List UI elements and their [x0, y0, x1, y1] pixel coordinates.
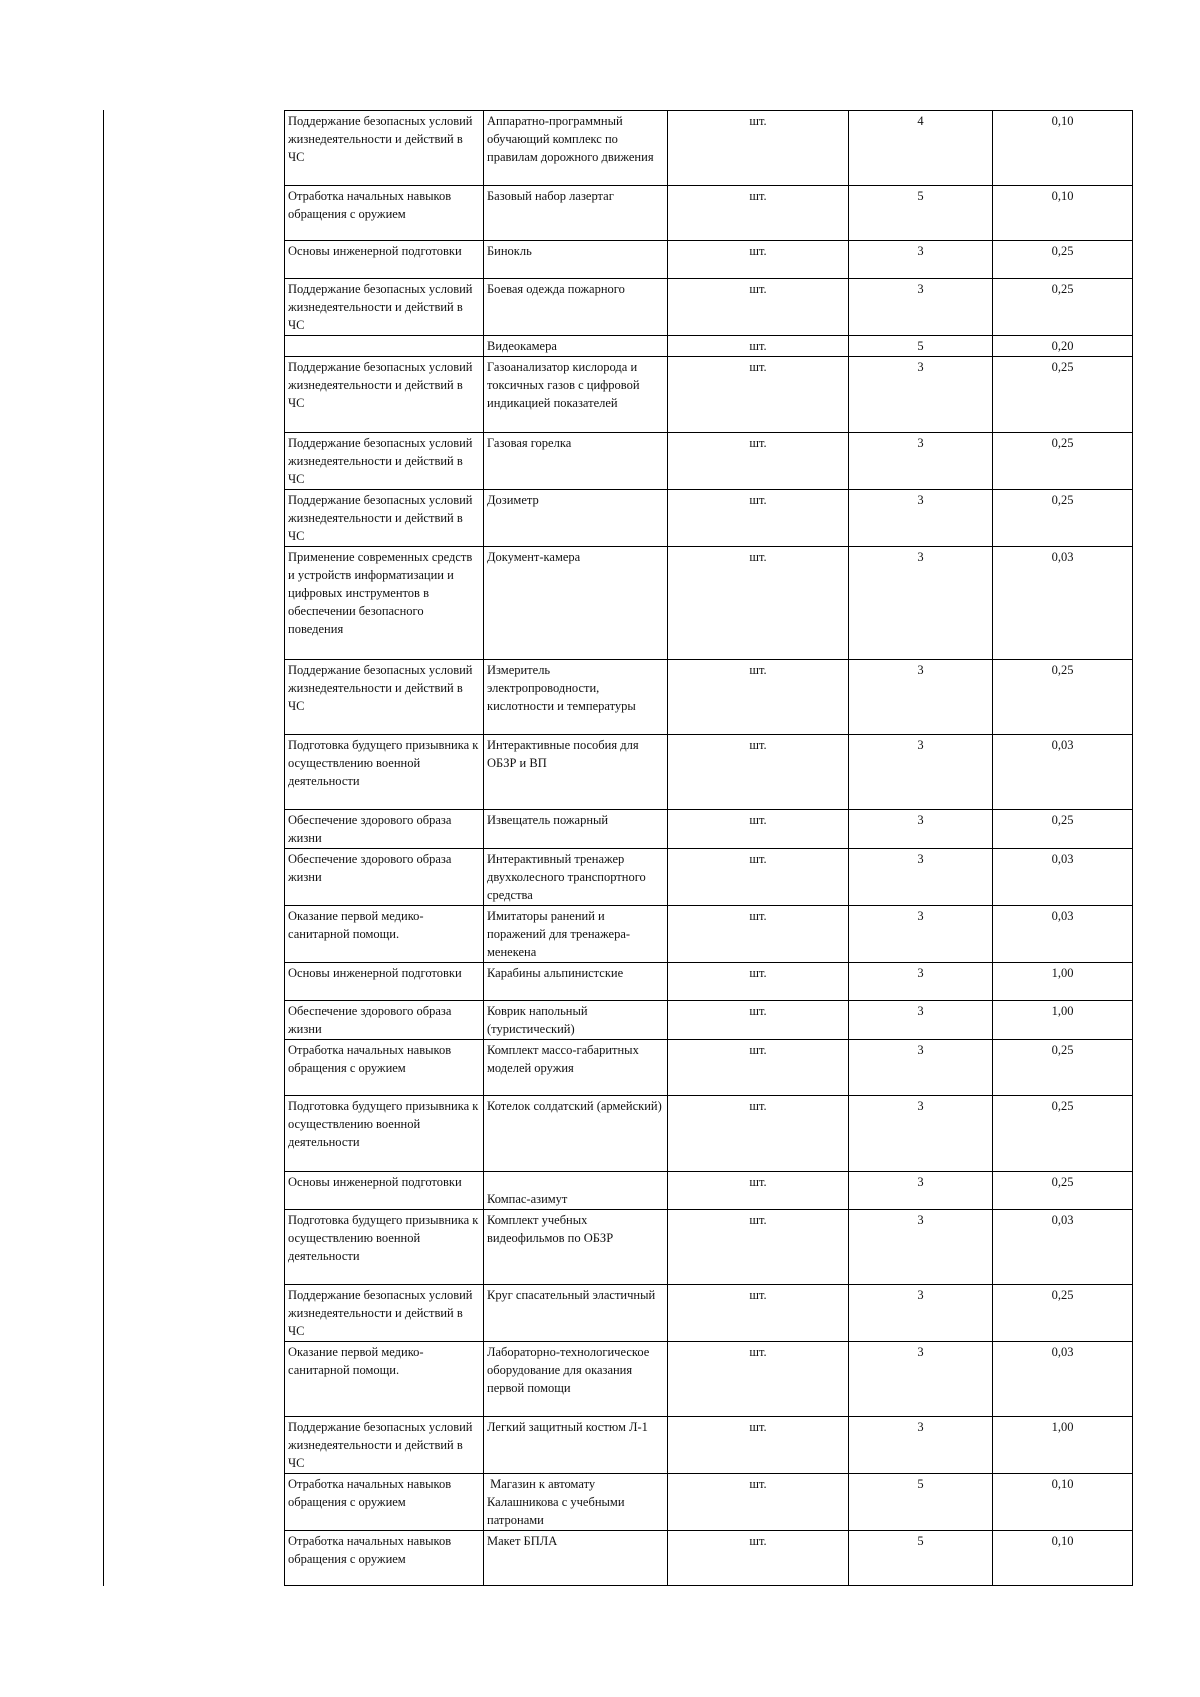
qty-cell: 3	[849, 241, 993, 279]
item-cell: Дозиметр	[484, 490, 668, 547]
coef-cell: 0,03	[993, 1342, 1133, 1417]
item-cell: Карабины альпинистские	[484, 963, 668, 1001]
unit-cell: шт.	[668, 336, 849, 357]
item-cell: Документ-камера	[484, 547, 668, 660]
coef-cell: 0,25	[993, 660, 1133, 735]
qty-cell: 5	[849, 186, 993, 241]
qty-cell: 5	[849, 1474, 993, 1531]
item-cell: Компас-азимут	[484, 1172, 668, 1210]
item-cell: Газоанализатор кислорода и токсичных газов с цифровой индикацией показателей	[484, 357, 668, 433]
table-row	[285, 357, 1133, 433]
coef-cell: 0,03	[993, 735, 1133, 810]
section-cell: Основы инженерной подготовки	[285, 1172, 484, 1210]
table-row	[285, 1474, 1133, 1531]
item-cell: Боевая одежда пожарного	[484, 279, 668, 336]
table-row	[285, 490, 1133, 547]
unit-cell: шт.	[668, 433, 849, 490]
section-cell: Поддержание безопасных условий жизнедеятельности и действий в ЧС	[285, 357, 484, 433]
unit-cell: шт.	[668, 1474, 849, 1531]
unit-cell: шт.	[668, 1531, 849, 1586]
qty-cell: 3	[849, 735, 993, 810]
section-cell: Поддержание безопасных условий жизнедеятельности и действий в ЧС	[285, 490, 484, 547]
coef-cell: 0,25	[993, 810, 1133, 849]
item-cell: Легкий защитный костюм Л-1	[484, 1417, 668, 1474]
unit-cell: шт.	[668, 279, 849, 336]
coef-cell: 0,25	[993, 490, 1133, 547]
unit-cell: шт.	[668, 1001, 849, 1040]
qty-cell: 3	[849, 433, 993, 490]
unit-cell: шт.	[668, 111, 849, 186]
item-cell: Извещатель пожарный	[484, 810, 668, 849]
item-cell: Базовый набор лазертаг	[484, 186, 668, 241]
item-cell: Интерактивные пособия для ОБЗР и ВП	[484, 735, 668, 810]
table-row	[285, 1172, 1133, 1210]
coef-cell: 0,25	[993, 357, 1133, 433]
coef-cell: 0,25	[993, 433, 1133, 490]
qty-cell: 3	[849, 490, 993, 547]
table-row	[285, 963, 1133, 1001]
section-cell: Оказание первой медико-санитарной помощи.	[285, 906, 484, 963]
qty-cell: 3	[849, 660, 993, 735]
coef-cell: 0,03	[993, 849, 1133, 906]
unit-cell: шт.	[668, 357, 849, 433]
table-row	[285, 111, 1133, 186]
table-row	[285, 547, 1133, 660]
table-row	[285, 1001, 1133, 1040]
unit-cell: шт.	[668, 1210, 849, 1285]
qty-cell: 3	[849, 1285, 993, 1342]
table-row	[285, 186, 1133, 241]
table-row	[285, 1210, 1133, 1285]
unit-cell: шт.	[668, 186, 849, 241]
unit-cell: шт.	[668, 963, 849, 1001]
section-cell: Отработка начальных навыков обращения с оружием	[285, 1040, 484, 1096]
section-cell: Поддержание безопасных условий жизнедеятельности и действий в ЧС	[285, 111, 484, 186]
qty-cell: 3	[849, 357, 993, 433]
coef-cell: 0,25	[993, 241, 1133, 279]
section-cell: Применение современных средств и устройств информатизации и цифровых инструментов в обеспечении безопасного поведения	[285, 547, 484, 660]
unit-cell: шт.	[668, 1172, 849, 1210]
coef-cell: 0,25	[993, 1285, 1133, 1342]
qty-cell: 3	[849, 1001, 993, 1040]
coef-cell: 1,00	[993, 1001, 1133, 1040]
coef-cell: 0,10	[993, 1474, 1133, 1531]
section-cell: Поддержание безопасных условий жизнедеятельности и действий в ЧС	[285, 433, 484, 490]
unit-cell: шт.	[668, 490, 849, 547]
table-row	[285, 660, 1133, 735]
coef-cell: 0,03	[993, 906, 1133, 963]
table-row	[285, 810, 1133, 849]
item-cell: Магазин к автомату Калашникова с учебными патронами	[484, 1474, 668, 1531]
unit-cell: шт.	[668, 849, 849, 906]
unit-cell: шт.	[668, 660, 849, 735]
unit-cell: шт.	[668, 810, 849, 849]
qty-cell: 3	[849, 1342, 993, 1417]
item-cell: Имитаторы ранений и поражений для тренажера-менекена	[484, 906, 668, 963]
unit-cell: шт.	[668, 1096, 849, 1172]
coef-cell: 0,03	[993, 547, 1133, 660]
item-cell: Лабораторно-технологическое оборудование для оказания первой помощи	[484, 1342, 668, 1417]
section-cell: Отработка начальных навыков обращения с оружием	[285, 1531, 484, 1586]
section-cell: Поддержание безопасных условий жизнедеятельности и действий в ЧС	[285, 1285, 484, 1342]
unit-cell: шт.	[668, 241, 849, 279]
table-row	[285, 1417, 1133, 1474]
qty-cell: 3	[849, 963, 993, 1001]
table-row	[285, 1342, 1133, 1417]
unit-cell: шт.	[668, 735, 849, 810]
unit-cell: шт.	[668, 1040, 849, 1096]
table-row	[285, 849, 1133, 906]
unit-cell: шт.	[668, 1285, 849, 1342]
qty-cell: 3	[849, 547, 993, 660]
qty-cell: 3	[849, 849, 993, 906]
qty-cell: 3	[849, 1210, 993, 1285]
section-cell: Обеспечение здорового образа жизни	[285, 810, 484, 849]
qty-cell: 3	[849, 810, 993, 849]
coef-cell: 1,00	[993, 963, 1133, 1001]
item-cell: Аппаратно-программный обучающий комплекс по правилам дорожного движения	[484, 111, 668, 186]
section-cell: Поддержание безопасных условий жизнедеятельности и действий в ЧС	[285, 1417, 484, 1474]
coef-cell: 0,10	[993, 111, 1133, 186]
table-row	[285, 433, 1133, 490]
equipment-table	[284, 110, 1133, 1586]
section-cell: Обеспечение здорового образа жизни	[285, 849, 484, 906]
section-cell: Подготовка будущего призывника к осуществлению военной деятельности	[285, 1210, 484, 1285]
section-cell: Подготовка будущего призывника к осуществлению военной деятельности	[285, 1096, 484, 1172]
coef-cell: 0,25	[993, 279, 1133, 336]
section-cell: Основы инженерной подготовки	[285, 241, 484, 279]
item-cell: Бинокль	[484, 241, 668, 279]
qty-cell: 3	[849, 1040, 993, 1096]
table-row	[285, 906, 1133, 963]
table-row	[285, 1285, 1133, 1342]
section-cell: Отработка начальных навыков обращения с оружием	[285, 186, 484, 241]
item-cell: Коврик напольный (туристический)	[484, 1001, 668, 1040]
section-cell: Поддержание безопасных условий жизнедеятельности и действий в ЧС	[285, 660, 484, 735]
coef-cell: 0,25	[993, 1040, 1133, 1096]
coef-cell: 0,10	[993, 1531, 1133, 1586]
item-cell: Котелок солдатский (армейский)	[484, 1096, 668, 1172]
coef-cell: 0,10	[993, 186, 1133, 241]
page-margin-line	[103, 110, 104, 1586]
section-cell: Подготовка будущего призывника к осуществлению военной деятельности	[285, 735, 484, 810]
qty-cell: 3	[849, 906, 993, 963]
table-row	[285, 241, 1133, 279]
coef-cell: 0,03	[993, 1210, 1133, 1285]
coef-cell: 0,20	[993, 336, 1133, 357]
qty-cell: 5	[849, 336, 993, 357]
item-cell: Макет БПЛА	[484, 1531, 668, 1586]
table-row	[285, 735, 1133, 810]
qty-cell: 3	[849, 1172, 993, 1210]
item-cell: Круг спасательный эластичный	[484, 1285, 668, 1342]
item-cell: Видеокамера	[484, 336, 668, 357]
item-cell: Комплект учебных видеофильмов по ОБЗР	[484, 1210, 668, 1285]
unit-cell: шт.	[668, 547, 849, 660]
section-cell: Отработка начальных навыков обращения с оружием	[285, 1474, 484, 1531]
qty-cell: 3	[849, 1096, 993, 1172]
section-cell: Поддержание безопасных условий жизнедеятельности и действий в ЧС	[285, 279, 484, 336]
table-row	[285, 336, 1133, 357]
section-cell: Оказание первой медико-санитарной помощи.	[285, 1342, 484, 1417]
unit-cell: шт.	[668, 906, 849, 963]
unit-cell: шт.	[668, 1417, 849, 1474]
qty-cell: 4	[849, 111, 993, 186]
section-cell: Основы инженерной подготовки	[285, 963, 484, 1001]
coef-cell: 0,25	[993, 1172, 1133, 1210]
item-cell: Газовая горелка	[484, 433, 668, 490]
section-cell	[285, 336, 484, 357]
coef-cell: 1,00	[993, 1417, 1133, 1474]
item-cell: Измеритель электропроводности, кислотности и температуры	[484, 660, 668, 735]
table-row	[285, 279, 1133, 336]
section-cell: Обеспечение здорового образа жизни	[285, 1001, 484, 1040]
qty-cell: 3	[849, 1417, 993, 1474]
unit-cell: шт.	[668, 1342, 849, 1417]
table-row	[285, 1040, 1133, 1096]
coef-cell: 0,25	[993, 1096, 1133, 1172]
item-cell: Комплект массо-габаритных моделей оружия	[484, 1040, 668, 1096]
item-cell: Интерактивный тренажер двухколесного транспортного средства	[484, 849, 668, 906]
table-row	[285, 1531, 1133, 1586]
qty-cell: 3	[849, 279, 993, 336]
table-row	[285, 1096, 1133, 1172]
qty-cell: 5	[849, 1531, 993, 1586]
